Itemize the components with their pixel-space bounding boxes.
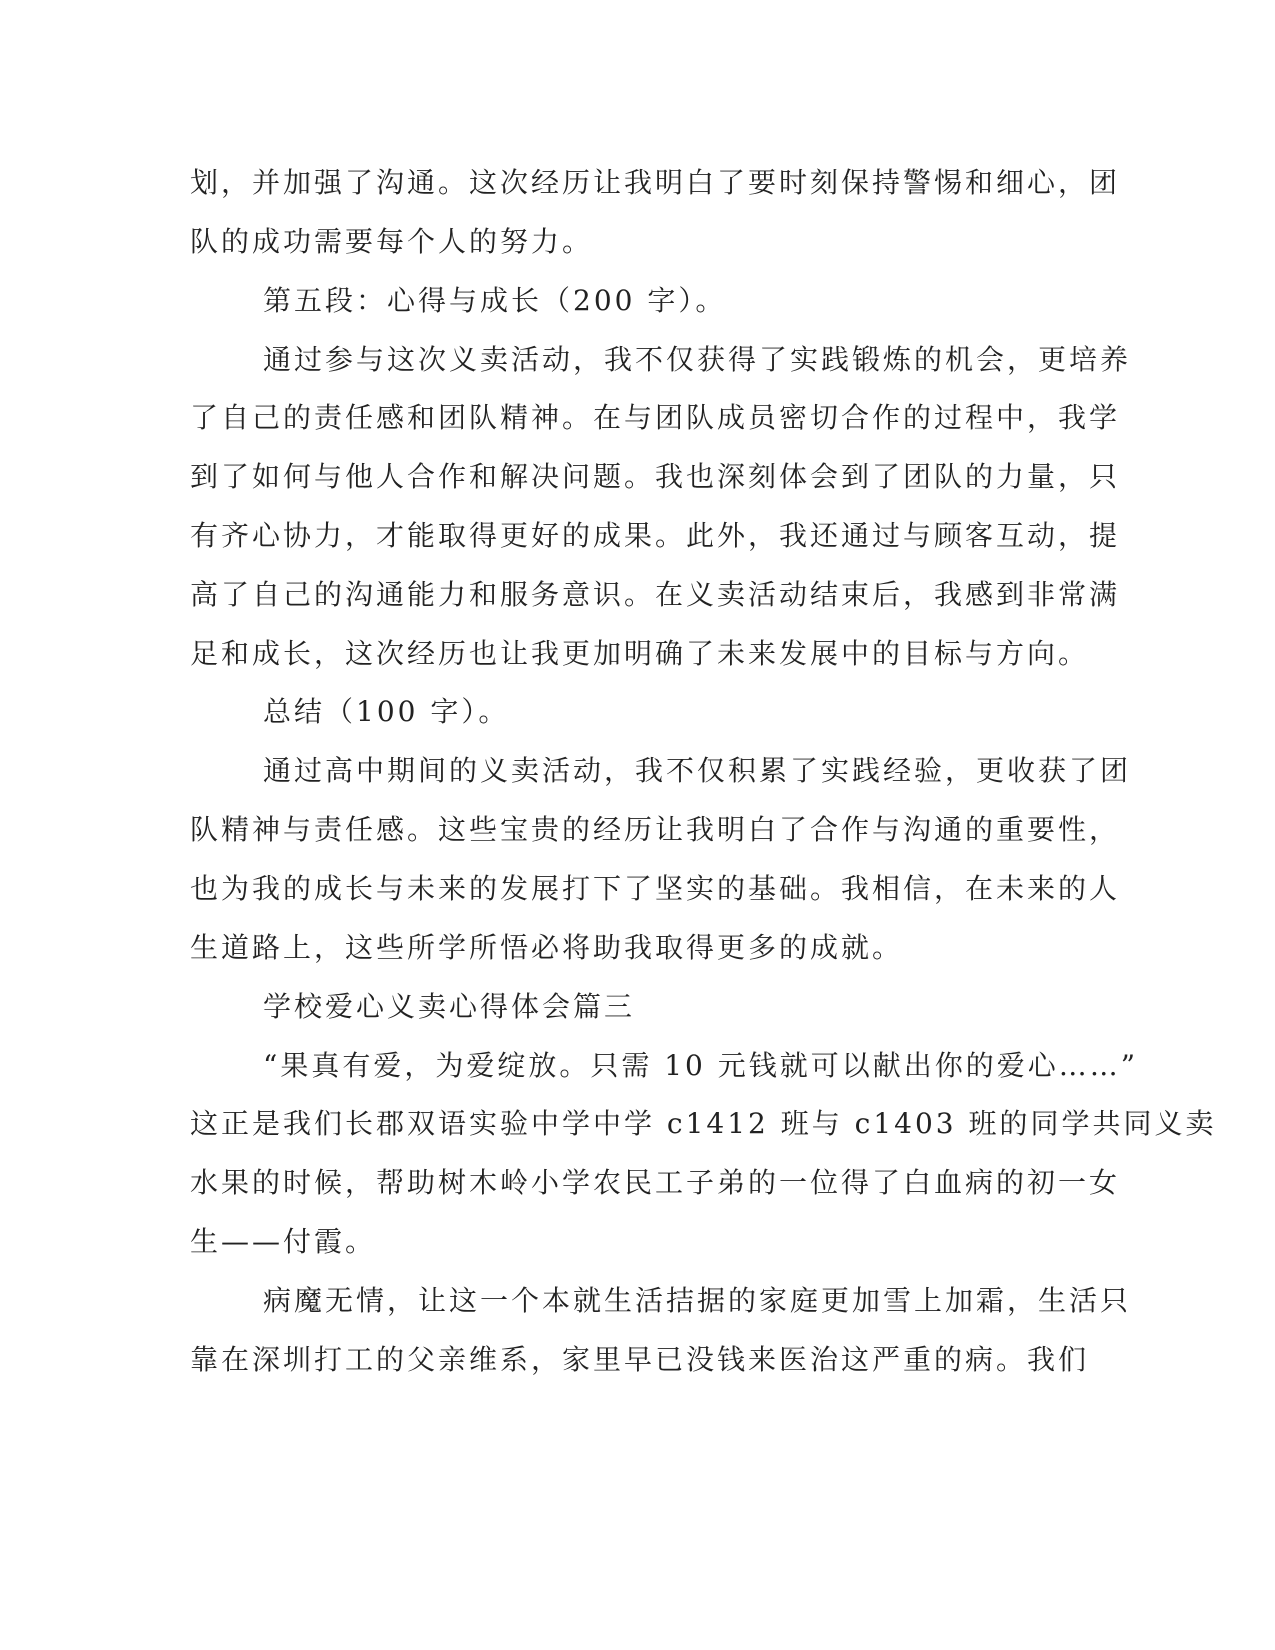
- text-line: 划，并加强了沟通。这次经历让我明白了要时刻保持警惕和细心，团: [190, 166, 1121, 199]
- text-line: 到了如何与他人合作和解决问题。我也深刻体会到了团队的力量，只: [190, 460, 1121, 493]
- section-heading: 第五段：心得与成长（200 字）。: [263, 284, 727, 317]
- text-line: 病魔无情，让这一个本就生活拮据的家庭更加雪上加霜，生活只: [263, 1284, 1132, 1317]
- text-line: 足和成长，这次经历也让我更加明确了未来发展中的目标与方向。: [190, 637, 1090, 670]
- text-line: 生——付霞。: [190, 1225, 377, 1258]
- text-line: 高了自己的沟通能力和服务意识。在义卖活动结束后，我感到非常满: [190, 578, 1121, 611]
- text-line: 通过参与这次义卖活动，我不仅获得了实践锻炼的机会，更培养: [263, 343, 1132, 376]
- text-line: 也为我的成长与未来的发展打下了坚实的基础。我相信，在未来的人: [190, 872, 1121, 905]
- text-line: 靠在深圳打工的父亲维系，家里早已没钱来医治这严重的病。我们: [190, 1343, 1090, 1376]
- text-line: 队精神与责任感。这些宝贵的经历让我明白了合作与沟通的重要性，: [190, 813, 1121, 846]
- text-line: 水果的时候，帮助树木岭小学农民工子弟的一位得了白血病的初一女: [190, 1166, 1121, 1199]
- text-line: 队的成功需要每个人的努力。: [190, 225, 594, 258]
- article-title: 学校爱心义卖心得体会篇三: [263, 990, 636, 1023]
- text-line: 这正是我们长郡双语实验中学中学 c1412 班与 c1403 班的同学共同义卖: [190, 1107, 1217, 1140]
- text-line: 有齐心协力，才能取得更好的成果。此外，我还通过与顾客互动，提: [190, 519, 1121, 552]
- section-heading: 总结（100 字）。: [263, 695, 510, 728]
- text-line: 了自己的责任感和团队精神。在与团队成员密切合作的过程中，我学: [190, 401, 1121, 434]
- text-line: 通过高中期间的义卖活动，我不仅积累了实践经验，更收获了团: [263, 754, 1132, 787]
- text-line: 生道路上，这些所学所悟必将助我取得更多的成就。: [190, 931, 904, 964]
- text-line: “果真有爱，为爱绽放。只需 10 元钱就可以献出你的爱心……”: [263, 1049, 1139, 1082]
